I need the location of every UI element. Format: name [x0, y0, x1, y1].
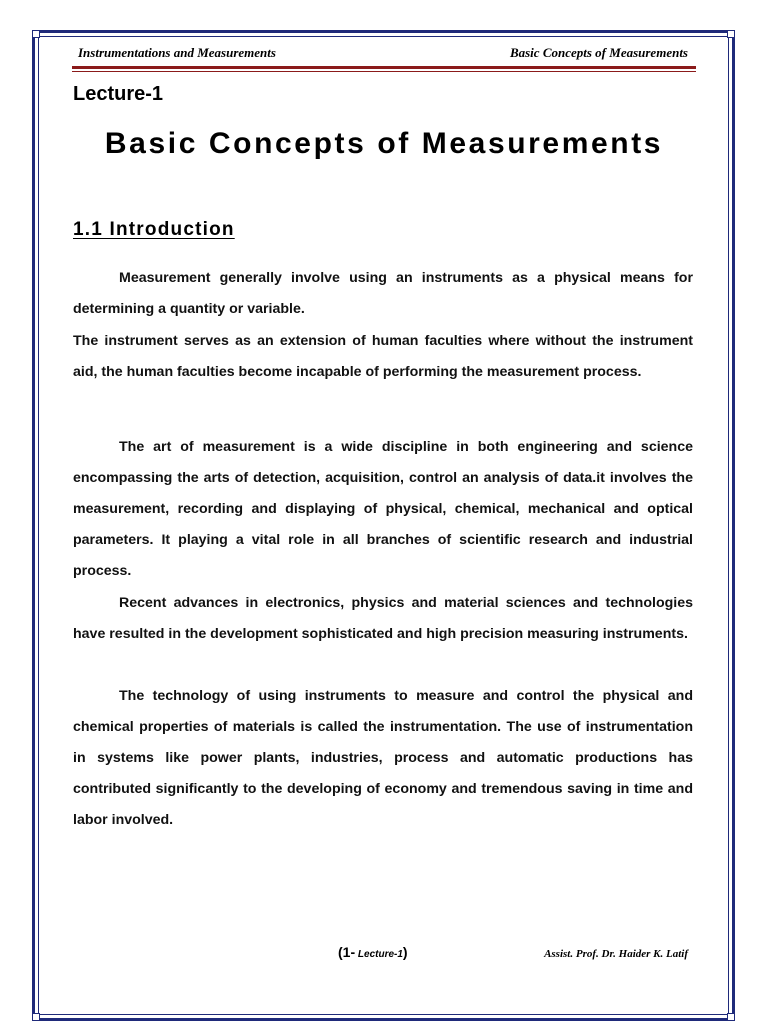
paragraph-5: The technology of using instruments to measure and control the physical and chemical properties of materials is called the instrumentation. The use of instrumentation in systems like power plants, industries, process and automatic productions has contributed significantly to the developing of economy and tremendous saving in time and labor involved.: [73, 688, 693, 828]
section-heading: 1.1 Introduction: [73, 219, 235, 240]
paragraph-2: The instrument serves as an extension of human faculties where without the instrument aid, the human faculties become incapable of performing the measurement process.: [73, 333, 693, 380]
paragraph-3: The art of measurement is a wide discipline in both engineering and science encompassing the arts of detection, acquisition, control an analysis of data.it involves the measurement, recording and displaying of physical, chemical, mechanical and optical parameters. It playing a vital role in all branches of scientific research and industrial process.: [73, 439, 693, 579]
paragraph-4: Recent advances in electronics, physics and material sciences and technologies have resulted in the development sophisticated and high precision measuring instruments.: [73, 595, 693, 642]
corner-ornament-bottom-left: [32, 1013, 40, 1021]
header-chapter-title: Basic Concepts of Measurements: [509, 45, 688, 60]
header-course-title: Instrumentations and Measurements: [78, 45, 276, 60]
corner-ornament-top-left: [32, 30, 40, 38]
lecture-label: Lecture-1: [73, 83, 164, 105]
corner-ornament-bottom-right: [727, 1013, 735, 1021]
page-number: (1- Lecture-1): [338, 944, 408, 960]
page-number-lecture: Lecture-1: [355, 949, 403, 960]
page-title: Basic Concepts of Measurements: [104, 127, 664, 160]
footer-author: Assist. Prof. Dr. Haider K. Latif: [544, 948, 688, 960]
running-header: [72, 43, 696, 65]
corner-ornament-top-right: [727, 30, 735, 38]
header-rule: [72, 66, 696, 69]
header-rule-thin: [72, 71, 696, 72]
paragraph-1: Measurement generally involve using an instruments as a physical means for determining a quantity or variable.: [73, 270, 693, 317]
